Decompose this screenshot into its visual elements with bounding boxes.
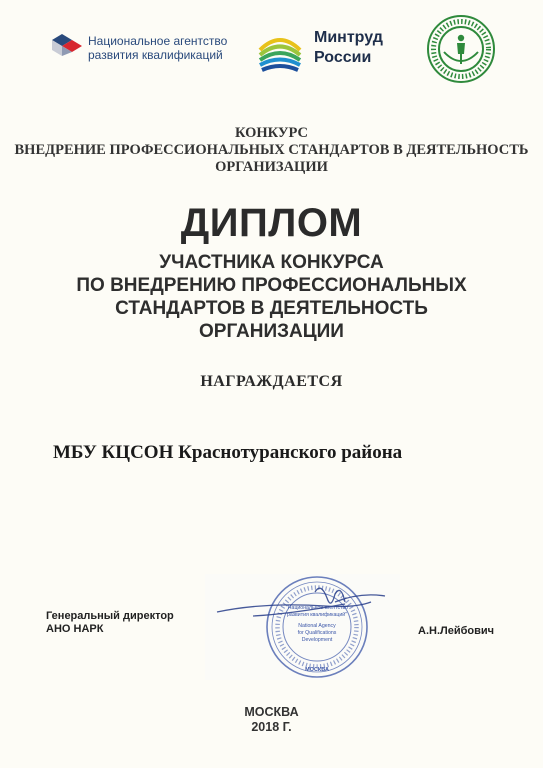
- stamp-line1: "Национальное агентство: [285, 605, 349, 611]
- vniit-seal-icon: [426, 14, 496, 84]
- stamp-line3: National Agency: [298, 623, 336, 629]
- nark-stamp-icon: [195, 572, 405, 682]
- mintrud-logo-line1: Минтруд: [314, 29, 383, 46]
- stamp-line2: развития квалификаций": [286, 612, 348, 618]
- footer-year: 2018 Г.: [251, 720, 292, 734]
- contest-line3: ОРГАНИЗАЦИИ: [215, 159, 328, 175]
- nark-logo-line1: Национальное агентство: [88, 34, 228, 48]
- stamp-and-signature: [195, 572, 405, 687]
- stamp-bottom: МОСКВА: [305, 667, 329, 673]
- footer-city: МОСКВА: [244, 705, 299, 719]
- diploma-subtitle-line4: ОРГАНИЗАЦИИ: [199, 321, 344, 342]
- signer-name: А.Н.Лейбович: [418, 625, 495, 637]
- contest-heading: [0, 125, 543, 176]
- diploma-subtitle: [0, 251, 543, 343]
- nark-logo-line2: развития квалификаций: [88, 48, 223, 62]
- stamp-line5: Development: [301, 637, 333, 643]
- contest-line1: КОНКУРС: [234, 125, 309, 141]
- mintrud-logo-icon: [254, 22, 306, 74]
- footer-city-year: [0, 705, 543, 735]
- stamp-line4: for Qualifications: [297, 630, 337, 636]
- mintrud-logo: [254, 22, 414, 74]
- diploma-title: ДИПЛОМ: [180, 201, 363, 245]
- awarded-label: НАГРАЖДАЕТСЯ: [200, 373, 343, 390]
- nark-logo-icon: [50, 32, 84, 58]
- diploma-subtitle-line3: СТАНДАРТОВ В ДЕЯТЕЛЬНОСТЬ: [115, 298, 428, 319]
- mintrud-logo-line2: России: [314, 49, 372, 66]
- diploma-subtitle-line2: ПО ВНЕДРЕНИЮ ПРОФЕССИОНАЛЬНЫХ: [76, 275, 467, 296]
- contest-line2: ВНЕДРЕНИЕ ПРОФЕССИОНАЛЬНЫХ СТАНДАРТОВ В ДЕЯТЕЛЬНОСТЬ: [14, 142, 529, 158]
- nark-logo: [50, 30, 250, 66]
- director-position: [46, 610, 174, 636]
- director-position-line2: АНО НАРК: [46, 623, 104, 635]
- recipient-name: МБУ КЦСОН Краснотуранского района: [53, 442, 403, 463]
- vniit-seal-logo: [426, 14, 496, 89]
- director-position-line1: Генеральный директор: [46, 610, 174, 622]
- diploma-subtitle-line1: УЧАСТНИКА КОНКУРСА: [159, 252, 384, 273]
